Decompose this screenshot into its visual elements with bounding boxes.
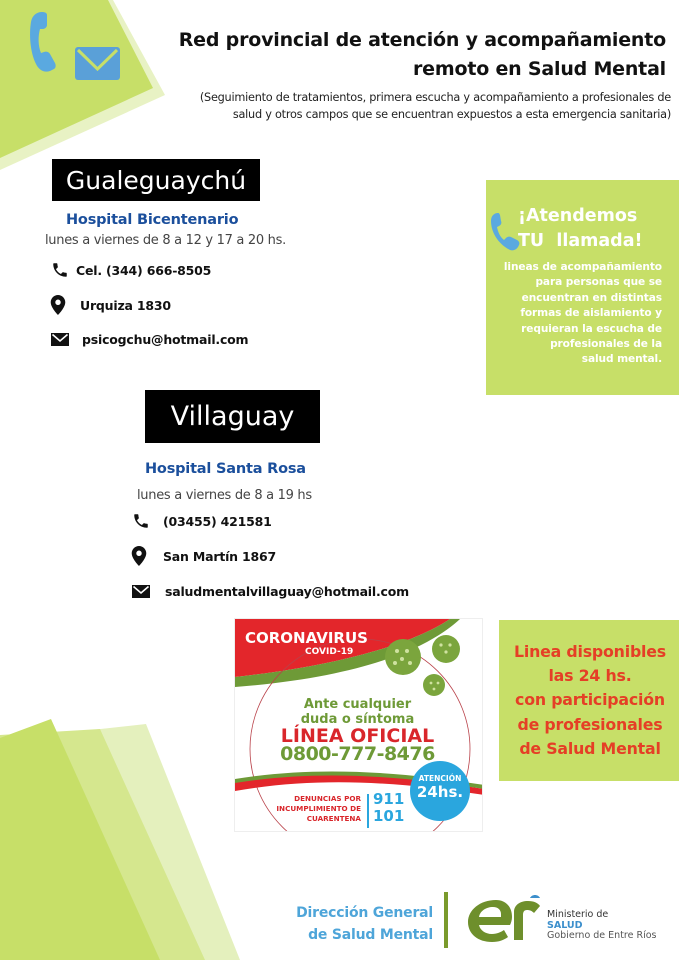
denuncias-line1: DENUNCIAS POR [294, 794, 361, 803]
page-subtitle-line1: (Seguimiento de tratamientos, primera escucha y acompañamiento a profesionales de [199, 91, 671, 104]
covid-title: CORONAVIRUS [245, 629, 368, 647]
emergency-numbers [373, 791, 404, 825]
hospital-hours: lunes a viernes de 8 a 19 hs [137, 488, 312, 503]
atendemos-description [494, 260, 679, 368]
covid-ad-image [234, 618, 483, 832]
linea-line: de Salud Mental [519, 738, 661, 758]
er-logo-icon [466, 892, 546, 948]
hospital-name: Hospital Bicentenario [66, 212, 239, 228]
header-phone-icon [28, 10, 58, 78]
envelope-icon [50, 329, 70, 349]
covid-ante-line2: duda o síntoma [300, 712, 415, 727]
covid-ante-line1: Ante cualquier [303, 697, 412, 712]
hospital-hours: lunes a viernes de 8 a 12 y 17 a 20 hs. [45, 233, 286, 248]
email-link[interactable]: psicogchu@hotmail.com [82, 331, 249, 347]
atencion-24hs-badge [410, 761, 470, 821]
linea-line: las 24 hs. [548, 666, 632, 686]
atendemos-line: para personas que se [535, 276, 662, 289]
atendemos-phone-icon [490, 212, 520, 256]
city-banner-villaguay: Villaguay [145, 390, 320, 443]
address-row [129, 546, 276, 566]
linea-line: Linea disponibles [514, 642, 666, 661]
envelope-icon [131, 581, 151, 601]
page-title-line1: Red provincial de atención y acompañamiento [178, 29, 666, 51]
page-subtitle-line2: salud y otros campos que se encuentran expuestos a esta emergencia sanitaria) [232, 108, 671, 121]
atendemos-line: profesionales de la [550, 338, 662, 351]
emergency-number-911[interactable]: 911 [373, 790, 405, 808]
ministerio-salud-label [547, 910, 657, 942]
footer-divider [444, 892, 448, 948]
location-pin-icon [129, 546, 149, 566]
covid-ante [235, 697, 480, 727]
atendemos-title-line1: ¡Atendemos [518, 206, 638, 226]
denuncias-separator [367, 794, 369, 828]
email-row [50, 329, 248, 349]
badge-top: ATENCIÓN [418, 774, 462, 783]
address-text: San Martín 1867 [163, 548, 277, 564]
atendemos-line: salud mental. [581, 353, 662, 366]
phone-number[interactable]: Cel. (344) 666-8505 [76, 262, 212, 278]
atendemos-title [518, 204, 643, 254]
atendemos-line: requieran la escucha de [521, 322, 662, 335]
direccion-general-label [280, 902, 433, 946]
linea-line: con participación [515, 690, 665, 710]
phone-row [131, 511, 272, 531]
header-envelope-icon [75, 47, 120, 84]
denuncias-line2: INCUMPLIMIENTO DE [276, 804, 361, 813]
covid-phone[interactable]: 0800-777-8476 [280, 743, 435, 765]
phone-row [50, 260, 211, 280]
covid-linea-oficial: LÍNEA OFICIAL [280, 725, 435, 747]
address-row [48, 295, 171, 315]
ministerio-line1: Ministerio de [547, 909, 609, 920]
direccion-line1: Dirección General [296, 905, 433, 921]
atendemos-line: lineas de acompañamiento [503, 261, 662, 273]
covid-subtitle: COVID-19 [305, 647, 354, 657]
atendemos-line: encuentran en distintas [521, 291, 662, 304]
emergency-number-101[interactable]: 101 [373, 807, 405, 825]
phone-icon [50, 260, 70, 280]
page-title [178, 26, 666, 84]
address-text: Urquiza 1830 [80, 297, 171, 313]
denuncias-line3: CUARENTENA [306, 814, 361, 823]
page-title-line2: remoto en Salud Mental [413, 58, 666, 80]
city-banner-gualeguaychu: Gualeguaychú [52, 159, 260, 201]
atendemos-line: formas de aislamiento y [520, 307, 662, 320]
linea-line: de profesionales [517, 714, 663, 734]
phone-icon [131, 511, 151, 531]
direccion-line2: de Salud Mental [308, 927, 433, 943]
linea-disponible-text [502, 640, 678, 761]
ministerio-line3: Gobierno de Entre Ríos [547, 930, 657, 941]
page-subtitle [190, 89, 671, 123]
phone-number[interactable]: (03455) 421581 [163, 513, 272, 529]
hospital-name: Hospital Santa Rosa [145, 461, 306, 477]
badge-bottom: 24hs. [416, 783, 464, 801]
denuncias-text [255, 794, 361, 824]
location-pin-icon [48, 295, 68, 315]
email-link[interactable]: saludmentalvillaguay@hotmail.com [165, 583, 409, 599]
ministerio-line2: SALUD [547, 919, 583, 931]
email-row [131, 581, 409, 601]
atendemos-title-line2: TU llamada! [518, 231, 643, 251]
